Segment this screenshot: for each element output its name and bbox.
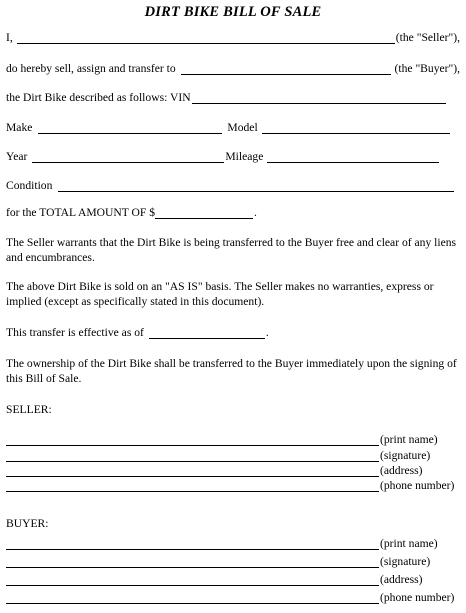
- seller-address-label: (address): [380, 464, 423, 477]
- seller-name-field[interactable]: [17, 32, 395, 44]
- seller-print-name-label: (print name): [380, 433, 438, 446]
- condition-label: Condition: [6, 179, 53, 192]
- seller-phone-label: (phone number): [380, 479, 455, 492]
- buyer-signature-label: (signature): [380, 555, 431, 568]
- mileage-field[interactable]: [267, 151, 439, 163]
- make-label: Make: [6, 121, 33, 134]
- model-label: Model: [227, 121, 258, 134]
- buyer-signature-row: [6, 553, 460, 568]
- buyer-name-field[interactable]: [181, 63, 391, 75]
- buyer-print-name-row: [6, 535, 460, 550]
- ownership-paragraph: The ownership of the Dirt Bike shall be transferred to the Buyer immediately upon the signing of this Bill of Sale.: [6, 357, 457, 385]
- make-model-line: [6, 118, 460, 134]
- effective-prefix: This transfer is effective as of: [6, 326, 144, 339]
- seller-address-field[interactable]: [6, 465, 379, 477]
- amount-suffix: .: [254, 206, 257, 219]
- as-is-paragraph: The above Dirt Bike is sold on an "AS IS" basis. The Seller makes no warranties, express or implied (except as specifically stated in this document).: [6, 280, 434, 308]
- make-field[interactable]: [38, 122, 222, 134]
- buyer-address-field[interactable]: [6, 574, 379, 586]
- vin-field[interactable]: [192, 92, 446, 104]
- buyer-phone-row: [6, 589, 460, 604]
- vin-line: [6, 88, 460, 104]
- seller-phone-field[interactable]: [6, 480, 379, 492]
- condition-line: [6, 176, 460, 192]
- document-title: DIRT BIKE BILL OF SALE: [144, 4, 322, 20]
- buyer-address-label: (address): [380, 573, 423, 586]
- seller-signature-label: (signature): [380, 449, 431, 462]
- buyer-signature-field[interactable]: [6, 556, 379, 568]
- seller-print-name-row: [6, 431, 460, 446]
- amount-line: [6, 203, 460, 219]
- year-mileage-line: [6, 147, 460, 163]
- seller-prefix: I,: [6, 31, 13, 44]
- amount-prefix: for the TOTAL AMOUNT OF $: [6, 206, 156, 219]
- seller-phone-row: [6, 477, 460, 492]
- buyer-print-name-field[interactable]: [6, 538, 379, 550]
- buyer-phone-field[interactable]: [6, 592, 379, 604]
- model-field[interactable]: [262, 122, 450, 134]
- seller-address-row: [6, 462, 460, 477]
- buyer-heading: BUYER:: [6, 517, 49, 530]
- buyer-print-name-label: (print name): [380, 537, 438, 550]
- buyer-phone-label: (phone number): [380, 591, 455, 604]
- vin-label: the Dirt Bike described as follows: VIN: [6, 91, 191, 104]
- buyer-suffix: (the "Buyer"),: [394, 62, 460, 75]
- year-label: Year: [6, 150, 28, 163]
- amount-field[interactable]: [155, 207, 253, 219]
- buyer-prefix: do hereby sell, assign and transfer to: [6, 62, 176, 75]
- seller-suffix: (the "Seller"),: [395, 31, 460, 44]
- buyer-address-row: [6, 571, 460, 586]
- mileage-label: Mileage: [225, 150, 264, 163]
- seller-print-name-field[interactable]: [6, 434, 379, 446]
- effective-date-field[interactable]: [149, 327, 265, 339]
- year-field[interactable]: [32, 151, 224, 163]
- seller-signature-row: [6, 447, 460, 462]
- seller-line: [6, 28, 460, 44]
- seller-heading: SELLER:: [6, 403, 52, 416]
- effective-date-line: [6, 323, 460, 339]
- condition-field[interactable]: [58, 180, 454, 192]
- buyer-line: [6, 59, 460, 75]
- seller-signature-field[interactable]: [6, 450, 379, 462]
- effective-suffix: .: [265, 326, 269, 339]
- warranty-paragraph: The Seller warrants that the Dirt Bike is being transferred to the Buyer free and clear of any liens and encumbrances.: [6, 236, 457, 264]
